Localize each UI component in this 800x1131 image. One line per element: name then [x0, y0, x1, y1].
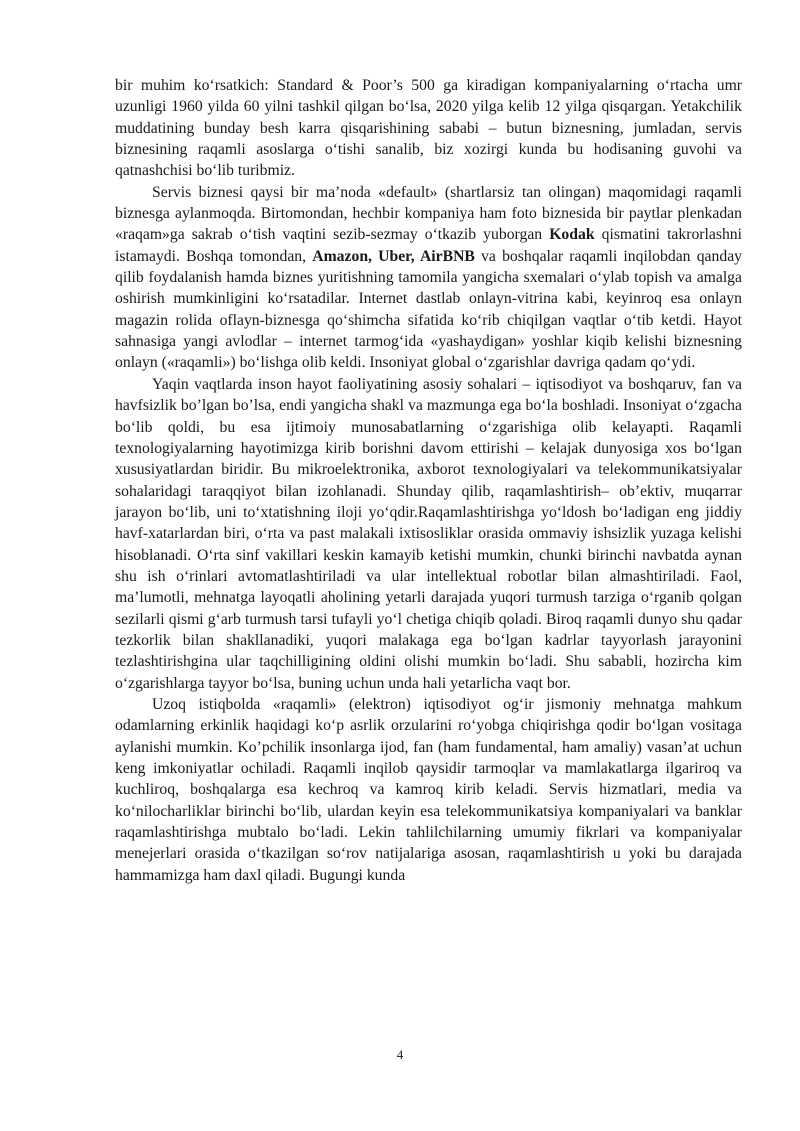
paragraph-2-bold-kodak: Kodak	[549, 226, 595, 244]
paragraph-2-text-a: Servis biznesi qaysi bir ma’noda «default» (shartlarsiz tan olingan) maqomidagi raqamli biznesga aylanmoqda. Birtomondan, hechbir kompaniya ham foto biznesida bir paytlar plenkadan «raqam»ga sakrab o‘tish vaqtini sezib-sezmay o‘tkazib yuborgan	[115, 183, 742, 244]
paragraph-2-bold-companies: Amazon, Uber, AirBNB	[312, 247, 475, 265]
paragraph-4: Uzoq istiqbolda «raqamli» (elektron) iqtisodiyot og‘ir jismoniy mehnatga mahkum odamlarning erkinlik haqidagi ko‘p asrlik orzularini ro‘yobga chiqirishga qodir bo‘lgan vositaga aylanishi mumkin. Ko’pchilik insonlarga ijod, fan (ham fundamental, ham amaliy) vasan’at uchun keng imkoniyatlar ochiladi. Raqamli inqilob qaysidir tarmoqlar va mamlakatlarga ilgariroq va kuchliroq, boshqalarga esa kechroq va kamroq kirib keladi. Servis hizmatlari, media va ko‘nilocharliklar birinchi bo‘lib, ulardan keyin esa telekommunikatsiya kompaniyalari va banklar raqamlashtirishga mubtalo bo‘ladi. Lekin tahlilchilarning umumiy fikrlari va kompaniyalar menejerlari orasida o‘tkazilgan so‘rov natijalariga asosan, raqamlashtirish u yoki bu darajada hammamizga ham daxl qiladi. Bugungi kunda	[115, 695, 742, 884]
page-number: 4	[396, 1047, 404, 1062]
paragraph-2	[115, 182, 742, 374]
paragraph-2-text-c: va boshqalar raqamli inqilobdan qanday qilib foydalanish hamda biznes yuritishning tamomila yangicha sxemalari o‘ylab topish va amalga oshirish mumkinligini ko‘rsatadilar. Internet dastlab onlayn-vitrina kabi, keyinroq esa onlayn magazin rolida oflayn-biznesga qo‘shimcha sifatida ko‘rib chiqilgan vaqtlar o‘tib ketdi. Hayot sahnasiga yangi avlodlar – internet tarmog‘ida «yashaydigan» yoshlar kiqib kelishi biznesning onlayn («raqamli») bo‘lishga olib keldi. Insoniyat global o‘zgarishlar davriga qadam qo‘ydi.	[115, 247, 742, 372]
paragraph-2-text-b: qismatini takrorlashni istamaydi. Boshqa tomondan,	[115, 226, 743, 265]
page-body	[115, 75, 742, 886]
paragraph-3: Yaqin vaqtlarda inson hayot faoliyatining asosiy sohalari – iqtisodiyot va boshqaruv, fan va havfsizlik bo’lgan bo’lsa, endi yangicha shakl va mazmunga ega bo‘la boshladi. Insoniyat o‘zgacha bo‘lib qoldi, bu esa ijtimoiy munosabatlarning o‘zgarishiga olib kelayapti. Raqamli texnologiyalarning hayotimizga kirib borishni davom ettirishi – kelajak dunyosiga xos bo‘lgan xususiyatlardan biridir. Bu mikroelektronika, axborot texnologiyalari va telekommunikatsiyalar sohalaridagi taraqqiyot bilan izohlanadi. Shunday qilib, raqamlashtirish– ob’ektiv, muqarrar jarayon bo‘lib, uni to‘xtatishning iloji yo‘qdir.Raqamlashtirishga yo‘ldosh bo‘ladigan eng jiddiy havf-xatarlardan biri, o‘rta va past malakali ixtisosliklar orasida ommaviy ishsizlik yuzaga kelishi hisoblanadi. O‘rta sinf vakillari keskin kamayib ketishi mumkin, chunki birinchi navbatda aynan shu ish o‘rinlari avtomatlashtiriladi va ular intellektual robotlar bilan almashtiriladi. Faol, ma’lumotli, mehnatga layoqatli aholining yetarli darajada yuqori turmush tarziga o‘rganib qolgan sezilarli qismi g‘arb turmush tarsi tufayli yo‘l chetiga chiqib qoladi. Biroq raqamli dunyo shu qadar tezkorlik bilan shakllanadiki, yuqori malakaga ega bo‘lgan kadrlar tayyorlash jarayonini tezlashtirishgina ular taqchilligining oldini olishi mumkin bo‘ladi. Shu sababli, hozircha kim o‘zgarishlarga tayyor bo‘lsa, buning uchun unda hali yetarlicha vaqt bor.	[115, 375, 742, 692]
paragraph-1: bir muhim ko‘rsatkich: Standard & Poor’s 500 ga kiradigan kompaniyalarning o‘rtacha umr uzunligi 1960 yilda 60 yilni tashkil qilgan bo‘lsa, 2020 yilga kelib 12 yilga qisqargan. Yetakchilik muddatining bunday besh karra qisqarishining sababi – butun biznesning, jumladan, servis biznesining raqamli asoslarga o‘tishi sanalib, biz xozirgi kunda bu hodisaning guvohi va qatnashchisi bo‘lib turibmiz.	[115, 77, 742, 180]
